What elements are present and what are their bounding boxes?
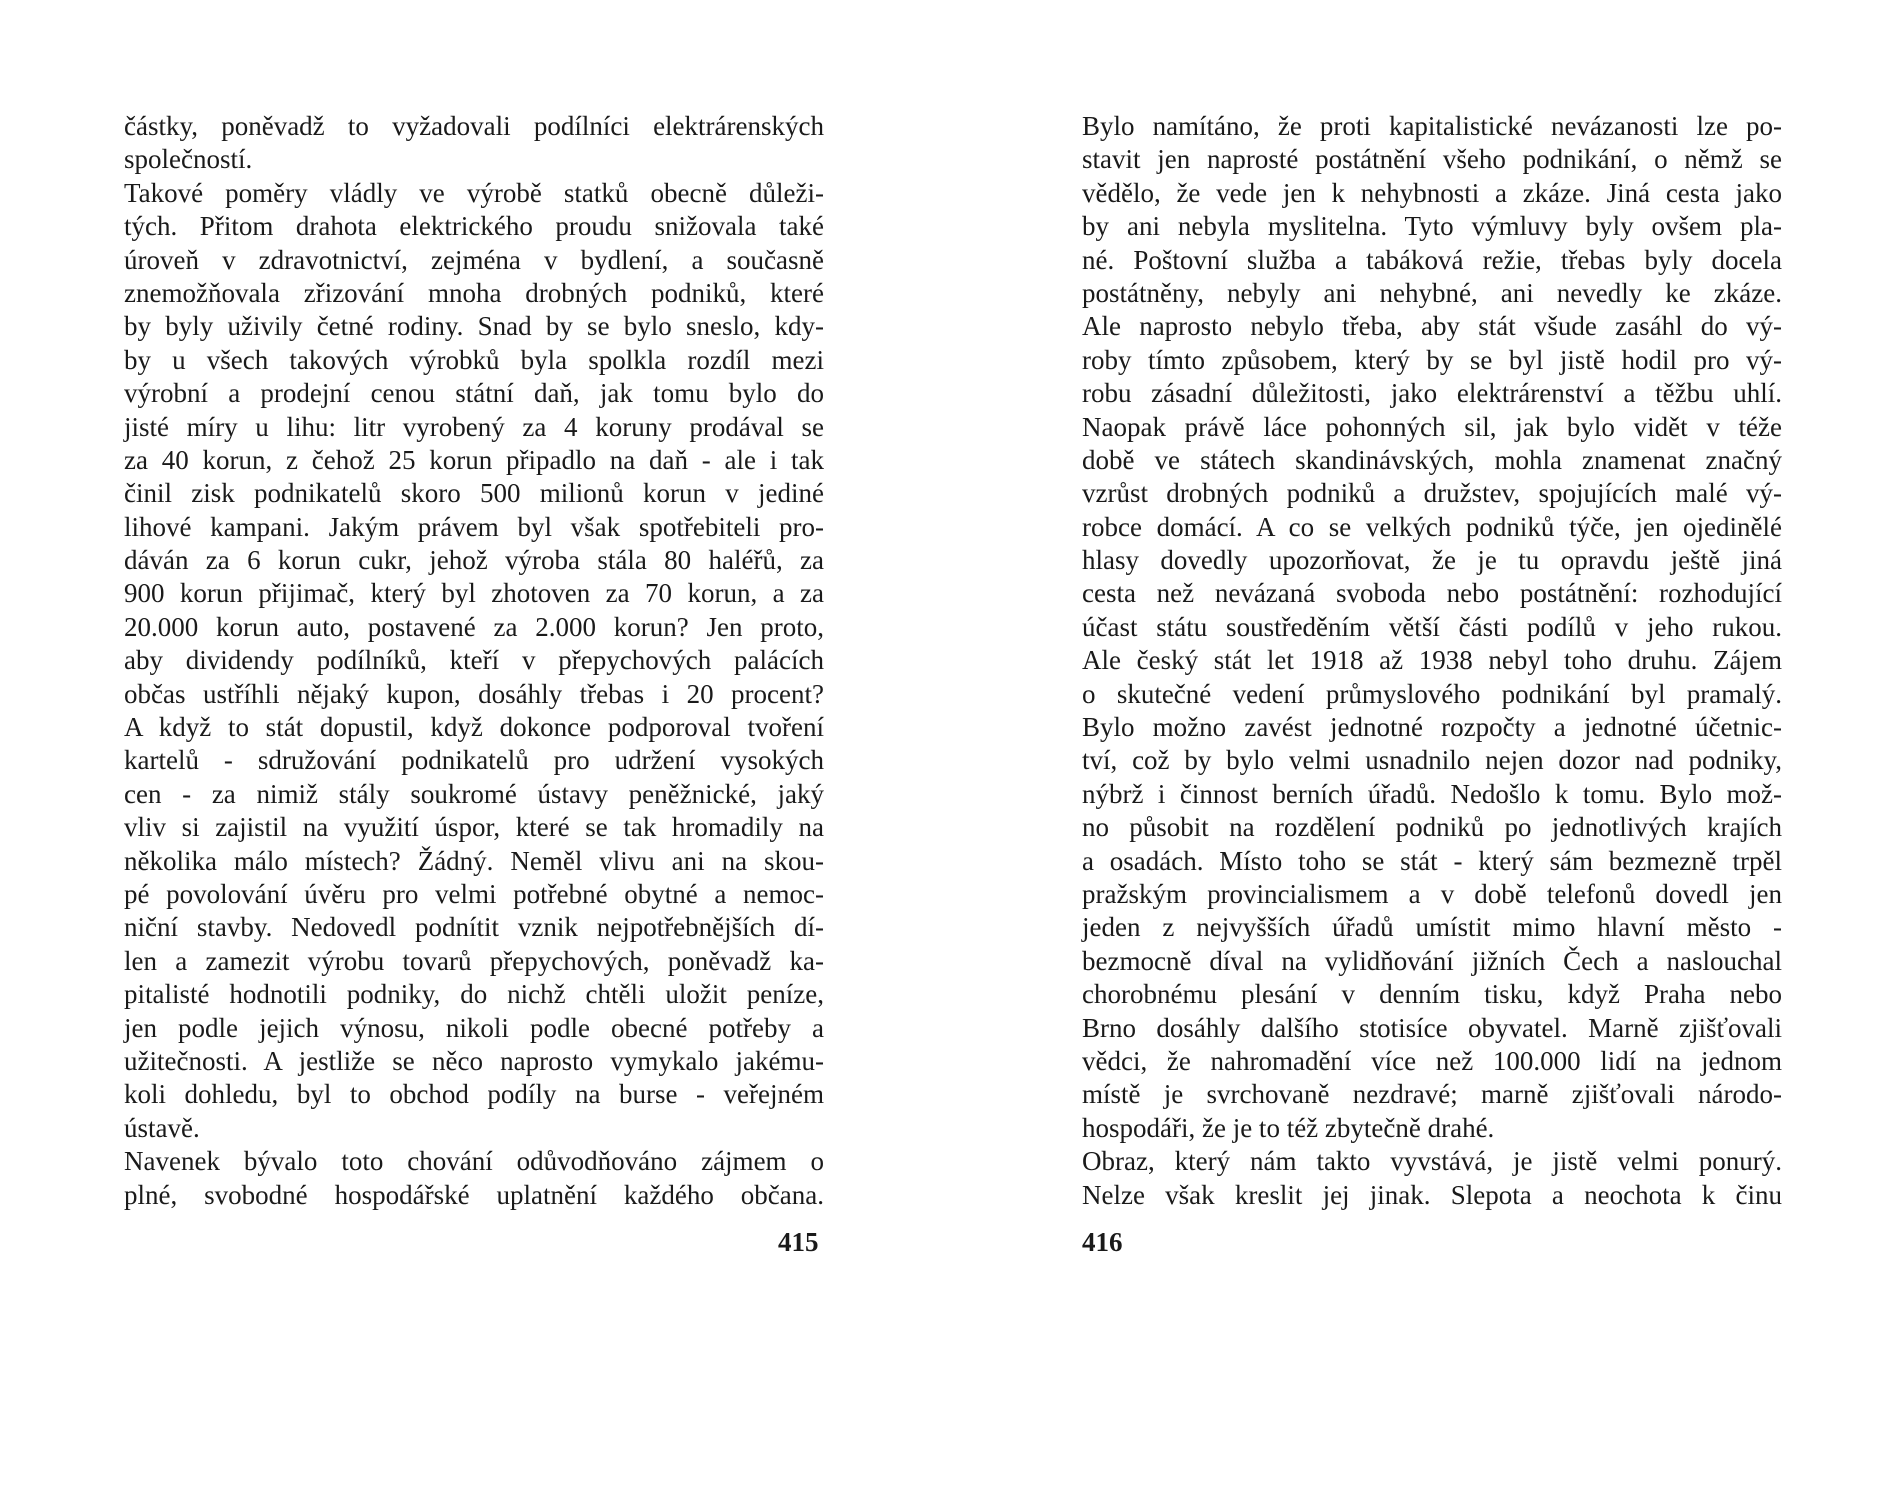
- text-line: cesta než nevázaná svoboda nebo postátnění: rozhodující: [1082, 578, 1782, 609]
- text-line: znemožňovala zřizování mnoha drobných podniků, které: [124, 277, 824, 308]
- text-line: a osadách. Místo toho se stát - který sám bezmezně trpěl: [1082, 845, 1782, 876]
- text-line: Brno dosáhly dalšího stotisíce obyvatel. Marně zjišťovali: [1082, 1012, 1782, 1043]
- text-line: Ale český stát let 1918 až 1938 nebyl toho druhu. Zájem: [1082, 645, 1782, 676]
- text-line: robu zásadní důležitosti, jako elektrárenství a těžbu uhlí.: [1082, 378, 1782, 409]
- text-line: účast státu soustředěním větší části podílů v jeho rukou.: [1082, 611, 1782, 642]
- text-line: 900 korun přijimač, který byl zhotoven za 70 korun, a za: [124, 578, 824, 609]
- text-line: A když to stát dopustil, když dokonce podporoval tvoření: [124, 712, 824, 743]
- text-line: robce domácí. A co se velkých podniků týče, jen ojedinělé: [1082, 511, 1782, 542]
- left-page-text: [124, 110, 824, 1212]
- text-line: hospodáři, že je to též zbytečně drahé.: [1082, 1112, 1495, 1143]
- text-line: Navenek bývalo toto chování odůvodňováno zájmem o: [124, 1146, 824, 1177]
- text-line: cen - za nimiž stály soukromé ústavy peněžnické, jaký: [124, 778, 824, 809]
- text-line: stavit jen naprosté postátnění všeho podnikání, o němž se: [1082, 144, 1782, 175]
- text-line: místě je svrchovaně nezdravé; marně zjišťovali národo-: [1082, 1079, 1782, 1110]
- text-line: plné, svobodné hospodářské uplatnění každého občana.: [124, 1179, 824, 1210]
- text-line: Nelze však kreslit jej jinak. Slepota a neochota k činu: [1082, 1179, 1782, 1210]
- text-line: dáván za 6 korun cukr, jehož výroba stála 80 haléřů, za: [124, 545, 824, 576]
- text-line: tých. Přitom drahota elektrického proudu snižovala také: [124, 211, 824, 242]
- left-page-number: 415: [778, 1227, 819, 1257]
- text-line: hlasy dovedly upozorňovat, že je tu opravdu ještě jiná: [1082, 545, 1782, 576]
- text-line: úroveň v zdravotnictví, zejména v bydlení, a současně: [124, 244, 824, 275]
- text-line: pé povolování úvěru pro velmi potřebné obytné a nemoc-: [124, 878, 824, 909]
- text-line: jen podle jejich výnosu, nikoli podle obecné potřeby a: [124, 1012, 824, 1043]
- text-line: době ve státech skandinávských, mohla znamenat značný: [1082, 444, 1782, 475]
- text-line: postátněny, nebyly ani nehybné, ani nevedly ke zkáze.: [1082, 277, 1782, 308]
- text-line: chorobnému plesání v denním tisku, když Praha nebo: [1082, 979, 1782, 1010]
- text-line: lihové kampani. Jakým právem byl však spotřebiteli pro-: [124, 511, 824, 542]
- right-page-text: [1082, 110, 1782, 1212]
- text-line: vzrůst drobných podniků a družstev, spojujících malé vý-: [1082, 478, 1782, 509]
- text-line: vliv si zajistil na využití úspor, které se tak hromadily na: [124, 812, 824, 843]
- text-line: no působit na rozdělení podniků po jednotlivých krajích: [1082, 812, 1782, 843]
- text-line: bezmocně díval na vylidňování jižních Čech a naslouchal: [1082, 945, 1782, 976]
- text-line: Bylo možno zavést jednotné rozpočty a jednotné účetnic-: [1082, 712, 1782, 743]
- text-line: tví, což by bylo velmi usnadnilo nejen dozor nad podniky,: [1082, 745, 1782, 776]
- text-line: vědci, že nahromadění více než 100.000 lidí na jednom: [1082, 1045, 1782, 1076]
- text-line: né. Poštovní služba a tabáková režie, třebas byly docela: [1082, 244, 1782, 275]
- text-line: společností.: [124, 144, 253, 175]
- text-line: Bylo namítáno, že proti kapitalistické nevázanosti lze po-: [1082, 111, 1782, 141]
- text-line: občas ustříhli nějaký kupon, dosáhly třebas i 20 procent?: [124, 678, 824, 709]
- text-line: výrobní a prodejní cenou státní daň, jak tomu bylo do: [124, 378, 824, 409]
- text-line: několika málo místech? Žádný. Neměl vlivu ani na skou-: [124, 845, 824, 876]
- text-line: roby tímto způsobem, který by se byl jistě hodil pro vý-: [1082, 344, 1782, 375]
- text-line: aby dividendy podílníků, kteří v přepychových palácích: [124, 645, 824, 676]
- text-line: by u všech takových výrobků byla spolkla rozdíl mezi: [124, 344, 824, 375]
- text-line: Naopak právě láce pohonných sil, jak bylo vidět v téže: [1082, 411, 1782, 442]
- text-line: částky, poněvadž to vyžadovali podílníci elektrárenských: [124, 111, 824, 141]
- right-page-number: 416: [1082, 1227, 1123, 1257]
- text-line: Takové poměry vládly ve výrobě statků obecně důleži-: [124, 177, 824, 208]
- text-line: by byly uživily četné rodiny. Snad by se bylo sneslo, kdy-: [124, 311, 824, 342]
- text-line: niční stavby. Nedovedl podnítit vznik nejpotřebnějších dí-: [124, 912, 824, 943]
- text-line: kartelů - sdružování podnikatelů pro udržení vysokých: [124, 745, 824, 776]
- text-line: vědělo, že vede jen k nehybnosti a zkáze. Jiná cesta jako: [1082, 177, 1782, 208]
- text-line: za 40 korun, z čehož 25 korun připadlo na daň - ale i tak: [124, 444, 824, 475]
- text-line: pražským provincialismem a v době telefonů dovedl jen: [1082, 878, 1782, 909]
- text-line: nýbrž i činnost berních úřadů. Nedošlo k tomu. Bylo mož-: [1082, 778, 1782, 809]
- text-line: Obraz, který nám takto vyvstává, je jistě velmi ponurý.: [1082, 1146, 1782, 1177]
- text-line: 20.000 korun auto, postavené za 2.000 korun? Jen proto,: [124, 611, 824, 642]
- text-line: jisté míry u lihu: litr vyrobený za 4 koruny prodával se: [124, 411, 824, 442]
- text-line: Ale naprosto nebylo třeba, aby stát všude zasáhl do vý-: [1082, 311, 1782, 342]
- text-line: užitečnosti. A jestliže se něco naprosto vymykalo jakému-: [124, 1045, 824, 1076]
- text-line: činil zisk podnikatelů skoro 500 milionů korun v jediné: [124, 478, 824, 509]
- text-line: koli dohledu, byl to obchod podíly na burse - veřejném: [124, 1079, 824, 1110]
- text-line: jeden z nejvyšších úřadů umístit mimo hlavní město -: [1082, 912, 1782, 943]
- text-line: o skutečné vedení průmyslového podnikání byl pramalý.: [1082, 678, 1782, 709]
- text-line: ústavě.: [124, 1112, 200, 1143]
- text-line: len a zamezit výrobu tovarů přepychových, poněvadž ka-: [124, 945, 824, 976]
- text-line: by ani nebyla myslitelna. Tyto výmluvy byly ovšem pla-: [1082, 211, 1782, 242]
- text-line: pitalisté hodnotili podniky, do nichž chtěli uložit peníze,: [124, 979, 824, 1010]
